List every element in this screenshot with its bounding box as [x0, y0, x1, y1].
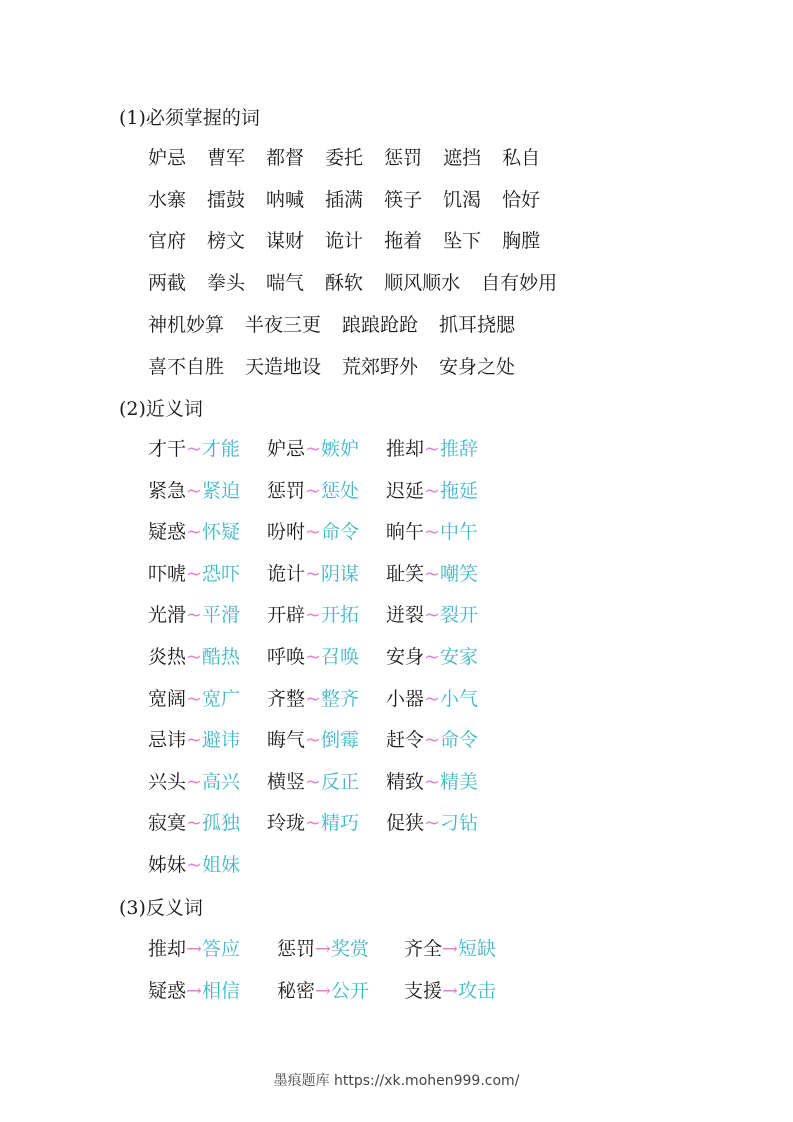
answer-word: 攻击	[457, 980, 496, 1002]
synonym-pair	[267, 644, 359, 670]
word: 恰好	[502, 188, 541, 211]
answer-word: 阴谋	[320, 562, 359, 585]
word: 曹军	[207, 147, 246, 169]
answer-word: 拖延	[439, 479, 478, 502]
source-word: 促狭	[386, 812, 425, 835]
word-row	[148, 354, 515, 380]
tilde-connector: ~	[305, 812, 321, 835]
tilde-connector: ~	[424, 562, 440, 585]
word: 坠下	[443, 230, 482, 253]
word: 酥软	[325, 272, 364, 295]
word: 抓耳挠腮	[439, 313, 516, 336]
tilde-connector: ~	[305, 729, 321, 752]
antonym-pair	[404, 936, 496, 962]
tilde-connector: ~	[424, 729, 440, 752]
tilde-connector: ~	[186, 854, 202, 876]
source-word: 紧急	[148, 479, 187, 502]
tilde-connector: ~	[424, 521, 440, 544]
word: 官府	[148, 230, 187, 253]
word: 自有妙用	[481, 272, 558, 295]
tilde-connector: ~	[186, 438, 202, 460]
word-row	[148, 270, 557, 296]
word-row	[148, 228, 540, 254]
word: 喜不自胜	[148, 355, 225, 378]
answer-word: 倒霉	[320, 729, 359, 752]
source-word: 呼唤	[267, 646, 306, 668]
source-word: 晦气	[267, 729, 306, 752]
tilde-connector: ~	[186, 646, 202, 668]
tilde-connector: ~	[305, 479, 321, 502]
word: 半夜三更	[245, 313, 322, 336]
tilde-connector: ~	[186, 604, 202, 627]
answer-word: 高兴	[201, 770, 240, 793]
arrow-connector: →	[315, 938, 331, 960]
source-word: 吓唬	[148, 562, 187, 585]
answer-word: 嫉妒	[320, 438, 359, 460]
source-word: 玲珑	[267, 812, 306, 835]
antonym-pair	[277, 978, 369, 1004]
word: 神机妙算	[148, 313, 225, 336]
tilde-connector: ~	[186, 812, 202, 835]
word: 顺风顺水	[384, 272, 461, 295]
word-row	[148, 312, 515, 338]
source-word: 推却	[386, 438, 425, 460]
tilde-connector: ~	[424, 604, 440, 627]
word: 水寨	[148, 188, 187, 211]
tilde-connector: ~	[305, 562, 321, 585]
answer-word: 嘲笑	[439, 562, 478, 585]
word: 谋财	[266, 230, 305, 253]
synonym-pair	[386, 436, 478, 462]
synonym-pair	[148, 810, 240, 836]
synonym-pair	[267, 478, 359, 504]
source-word: 齐全	[404, 938, 443, 960]
tilde-connector: ~	[186, 479, 202, 502]
answer-word: 小气	[439, 687, 478, 710]
answer-word: 公开	[330, 980, 369, 1002]
synonym-pair	[148, 769, 240, 795]
word: 妒忌	[148, 147, 187, 169]
word: 安身之处	[439, 355, 516, 378]
answer-word: 刁钻	[439, 812, 478, 835]
source-word: 推却	[148, 938, 187, 960]
answer-word: 恐吓	[201, 562, 240, 585]
synonym-pair	[148, 561, 240, 587]
source-word: 惩罚	[277, 938, 316, 960]
answer-word: 怀疑	[201, 521, 240, 544]
word: 诡计	[325, 230, 364, 253]
answer-word: 惩处	[320, 479, 359, 502]
source-word: 安身	[386, 646, 425, 668]
answer-word: 酷热	[201, 646, 240, 668]
synonym-pair	[386, 686, 478, 712]
answer-word: 裂开	[439, 604, 478, 627]
answer-word: 命令	[439, 729, 478, 752]
source-word: 开辟	[267, 604, 306, 627]
section1-heading: (1)必须掌握的词	[119, 107, 260, 129]
synonym-pair	[148, 602, 240, 628]
answer-word: 平滑	[201, 604, 240, 627]
section3-heading: (3)反义词	[119, 897, 203, 919]
antonym-pair	[404, 978, 496, 1004]
tilde-connector: ~	[186, 562, 202, 585]
tilde-connector: ~	[305, 604, 321, 627]
arrow-connector: →	[186, 938, 202, 960]
word: 胸膛	[502, 230, 541, 253]
synonym-pair	[148, 436, 240, 462]
source-word: 忌讳	[148, 729, 187, 752]
word: 擂鼓	[207, 188, 246, 211]
answer-word: 避讳	[201, 729, 240, 752]
answer-word: 命令	[320, 521, 359, 544]
arrow-connector: →	[442, 980, 458, 1002]
word: 榜文	[207, 230, 246, 253]
synonym-pair	[148, 727, 240, 753]
synonym-pair	[267, 810, 359, 836]
word: 插满	[325, 188, 364, 211]
source-word: 炎热	[148, 646, 187, 668]
source-word: 诡计	[267, 562, 306, 585]
answer-word: 才能	[201, 438, 240, 460]
word: 呐喊	[266, 188, 305, 211]
answer-word: 奖赏	[330, 938, 369, 960]
word: 委托	[325, 147, 364, 169]
tilde-connector: ~	[424, 646, 440, 668]
arrow-connector: →	[315, 980, 331, 1002]
tilde-connector: ~	[305, 521, 321, 544]
source-word: 迸裂	[386, 604, 425, 627]
answer-word: 安家	[439, 646, 478, 668]
answer-word: 中午	[439, 521, 478, 544]
word: 私自	[502, 147, 541, 169]
answer-word: 紧迫	[201, 479, 240, 502]
synonym-pair	[386, 519, 478, 545]
synonym-pair	[267, 686, 359, 712]
word-row	[148, 145, 540, 171]
synonym-pair	[148, 686, 240, 712]
word: 拖着	[384, 230, 423, 253]
source-word: 支援	[404, 980, 443, 1002]
answer-word: 相信	[201, 980, 240, 1002]
tilde-connector: ~	[186, 687, 202, 710]
synonym-pair	[267, 727, 359, 753]
source-word: 疑惑	[148, 980, 187, 1002]
tilde-connector: ~	[305, 770, 321, 793]
word-row	[148, 187, 540, 213]
answer-word: 整齐	[320, 687, 359, 710]
source-word: 横竖	[267, 770, 306, 793]
antonym-pair	[277, 936, 369, 962]
source-word: 吩咐	[267, 521, 306, 544]
source-word: 迟延	[386, 479, 425, 502]
answer-word: 推辞	[439, 438, 478, 460]
word: 天造地设	[245, 355, 322, 378]
answer-word: 姐妹	[201, 854, 240, 876]
word: 惩罚	[384, 147, 423, 169]
tilde-connector: ~	[305, 646, 321, 668]
synonym-pair	[267, 769, 359, 795]
answer-word: 孤独	[201, 812, 240, 835]
synonym-pair	[386, 769, 478, 795]
antonym-pair	[148, 936, 240, 962]
tilde-connector: ~	[305, 687, 321, 710]
arrow-connector: →	[442, 938, 458, 960]
answer-word: 反正	[320, 770, 359, 793]
answer-word: 精美	[439, 770, 478, 793]
synonym-pair	[267, 602, 359, 628]
synonym-pair	[148, 519, 240, 545]
word: 拳头	[207, 272, 246, 295]
synonym-pair	[148, 852, 240, 878]
answer-word: 精巧	[320, 812, 359, 835]
synonym-pair	[386, 478, 478, 504]
synonym-pair	[267, 519, 359, 545]
answer-word: 开拓	[320, 604, 359, 627]
synonym-pair	[386, 561, 478, 587]
tilde-connector: ~	[186, 729, 202, 752]
tilde-connector: ~	[424, 770, 440, 793]
word: 荒郊野外	[342, 355, 419, 378]
synonym-pair	[148, 644, 240, 670]
word: 都督	[266, 147, 305, 169]
source-word: 赶令	[386, 729, 425, 752]
source-word: 疑惑	[148, 521, 187, 544]
source-word: 惩罚	[267, 479, 306, 502]
source-word: 精致	[386, 770, 425, 793]
tilde-connector: ~	[424, 479, 440, 502]
answer-word: 宽广	[201, 687, 240, 710]
answer-word: 召唤	[320, 646, 359, 668]
source-word: 晌午	[386, 521, 425, 544]
tilde-connector: ~	[186, 770, 202, 793]
word: 饥渴	[443, 188, 482, 211]
arrow-connector: →	[186, 980, 202, 1002]
source-word: 妒忌	[267, 438, 306, 460]
source-word: 宽阔	[148, 687, 187, 710]
synonym-pair	[267, 561, 359, 587]
source-word: 小器	[386, 687, 425, 710]
source-word: 兴头	[148, 770, 187, 793]
answer-word: 答应	[201, 938, 240, 960]
synonym-pair	[148, 478, 240, 504]
source-word: 光滑	[148, 604, 187, 627]
footer-watermark: 墨痕题库 https://xk.mohen999.com/	[273, 1073, 520, 1089]
answer-word: 短缺	[457, 938, 496, 960]
word: 踉踉跄跄	[342, 313, 419, 336]
source-word: 寂寞	[148, 812, 187, 835]
tilde-connector: ~	[186, 521, 202, 544]
tilde-connector: ~	[305, 438, 321, 460]
tilde-connector: ~	[424, 812, 440, 835]
antonym-pair	[148, 978, 240, 1004]
source-word: 秘密	[277, 980, 316, 1002]
word: 遮挡	[443, 147, 482, 169]
synonym-pair	[386, 727, 478, 753]
tilde-connector: ~	[424, 687, 440, 710]
source-word: 齐整	[267, 687, 306, 710]
synonym-pair	[386, 602, 478, 628]
word: 喘气	[266, 272, 305, 295]
tilde-connector: ~	[424, 438, 440, 460]
word: 两截	[148, 272, 187, 295]
source-word: 姊妹	[148, 854, 187, 876]
source-word: 才干	[148, 438, 187, 460]
synonym-pair	[267, 436, 359, 462]
word: 筷子	[384, 188, 423, 211]
section2-heading: (2)近义词	[119, 398, 203, 420]
source-word: 耻笑	[386, 562, 425, 585]
synonym-pair	[386, 644, 478, 670]
synonym-pair	[386, 810, 478, 836]
